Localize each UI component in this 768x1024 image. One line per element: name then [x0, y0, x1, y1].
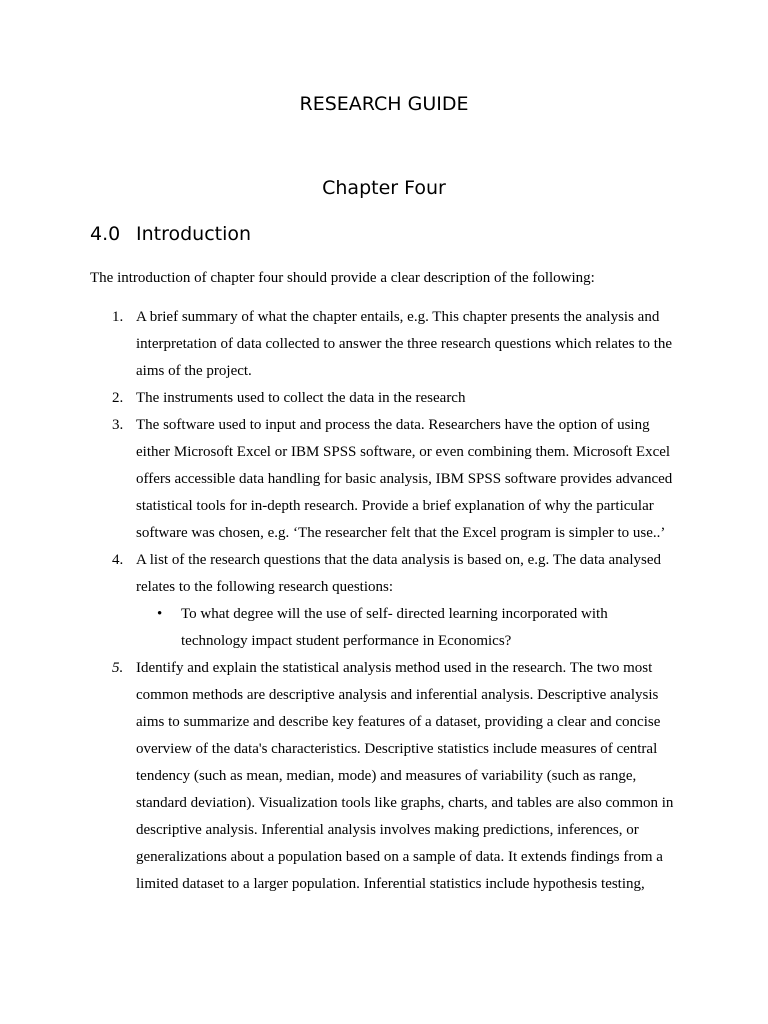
item-text-line: generalizations about a population based on a sample of data. It extends findings from a: [136, 849, 663, 865]
section-title: Introduction: [136, 223, 252, 245]
item-text-line: aims of the project.: [136, 363, 252, 379]
item-text-line: software was chosen, e.g. ‘The researcher felt that the Excel program is simpler to use..’: [136, 525, 666, 541]
item-text-line: A list of the research questions that the data analysis is based on, e.g. The data analysed: [136, 552, 661, 568]
item-text-line: The instruments used to collect the data in the research: [136, 390, 466, 406]
list-item-4: [90, 547, 690, 655]
chapter-title: Chapter Four: [322, 177, 446, 199]
item-text-line: offers accessible data handling for basic analysis, IBM SPSS software provides advanced: [136, 471, 673, 487]
list-number: 4.: [112, 552, 124, 568]
numbered-list: [90, 304, 690, 898]
item-text-line: aims to summarize and describe key features of a dataset, providing a clear and concise: [136, 714, 661, 730]
bullet-icon: •: [157, 606, 163, 622]
item-text-line: standard deviation). Visualization tools like graphs, charts, and tables are also common in: [136, 795, 674, 811]
section-number: 4.0: [90, 223, 121, 245]
bullet-text-line: To what degree will the use of self- directed learning incorporated with: [181, 606, 608, 622]
list-item-2: [90, 385, 690, 412]
item-text-line: either Microsoft Excel or IBM SPSS software, or even combining them. Microsoft Excel: [136, 444, 671, 460]
item-text-line: limited dataset to a larger population. Inferential statistics include hypothesis testing,: [136, 876, 645, 892]
item-text-line: interpretation of data collected to answer the three research questions which relates to the: [136, 336, 673, 352]
item-text-line: statistical tools for in-depth research. Provide a brief explanation of why the particular: [136, 498, 654, 514]
list-item-5: [90, 655, 690, 898]
document-title: RESEARCH GUIDE: [299, 93, 469, 115]
item-text-line: common methods are descriptive analysis and inferential analysis. Descriptive analysis: [136, 687, 659, 703]
item-text-line: tendency (such as mean, median, mode) and measures of variability (such as range,: [136, 768, 637, 784]
item-text-line: descriptive analysis. Inferential analysis involves making predictions, inferences, or: [136, 822, 639, 838]
bullet-item: [136, 601, 690, 655]
list-item-1: [90, 304, 690, 385]
intro-paragraph: The introduction of chapter four should provide a clear description of the following:: [90, 270, 595, 286]
item-text-line: relates to the following research questions:: [136, 579, 394, 595]
item-text-line: A brief summary of what the chapter entails, e.g. This chapter presents the analysis and: [136, 309, 660, 325]
item-text-line: overview of the data's characteristics. Descriptive statistics include measures of central: [136, 741, 658, 757]
section-heading: [90, 222, 251, 246]
item-text-line: The software used to input and process the data. Researchers have the option of using: [136, 417, 650, 433]
list-number: 1.: [112, 309, 124, 325]
bullet-text-line: technology impact student performance in Economics?: [181, 633, 512, 649]
list-number: 3.: [112, 417, 124, 433]
list-item-3: [90, 412, 690, 547]
list-number: 5.: [112, 660, 124, 676]
list-number: 2.: [112, 390, 124, 406]
item-text-line: Identify and explain the statistical analysis method used in the research. The two most: [136, 660, 653, 676]
